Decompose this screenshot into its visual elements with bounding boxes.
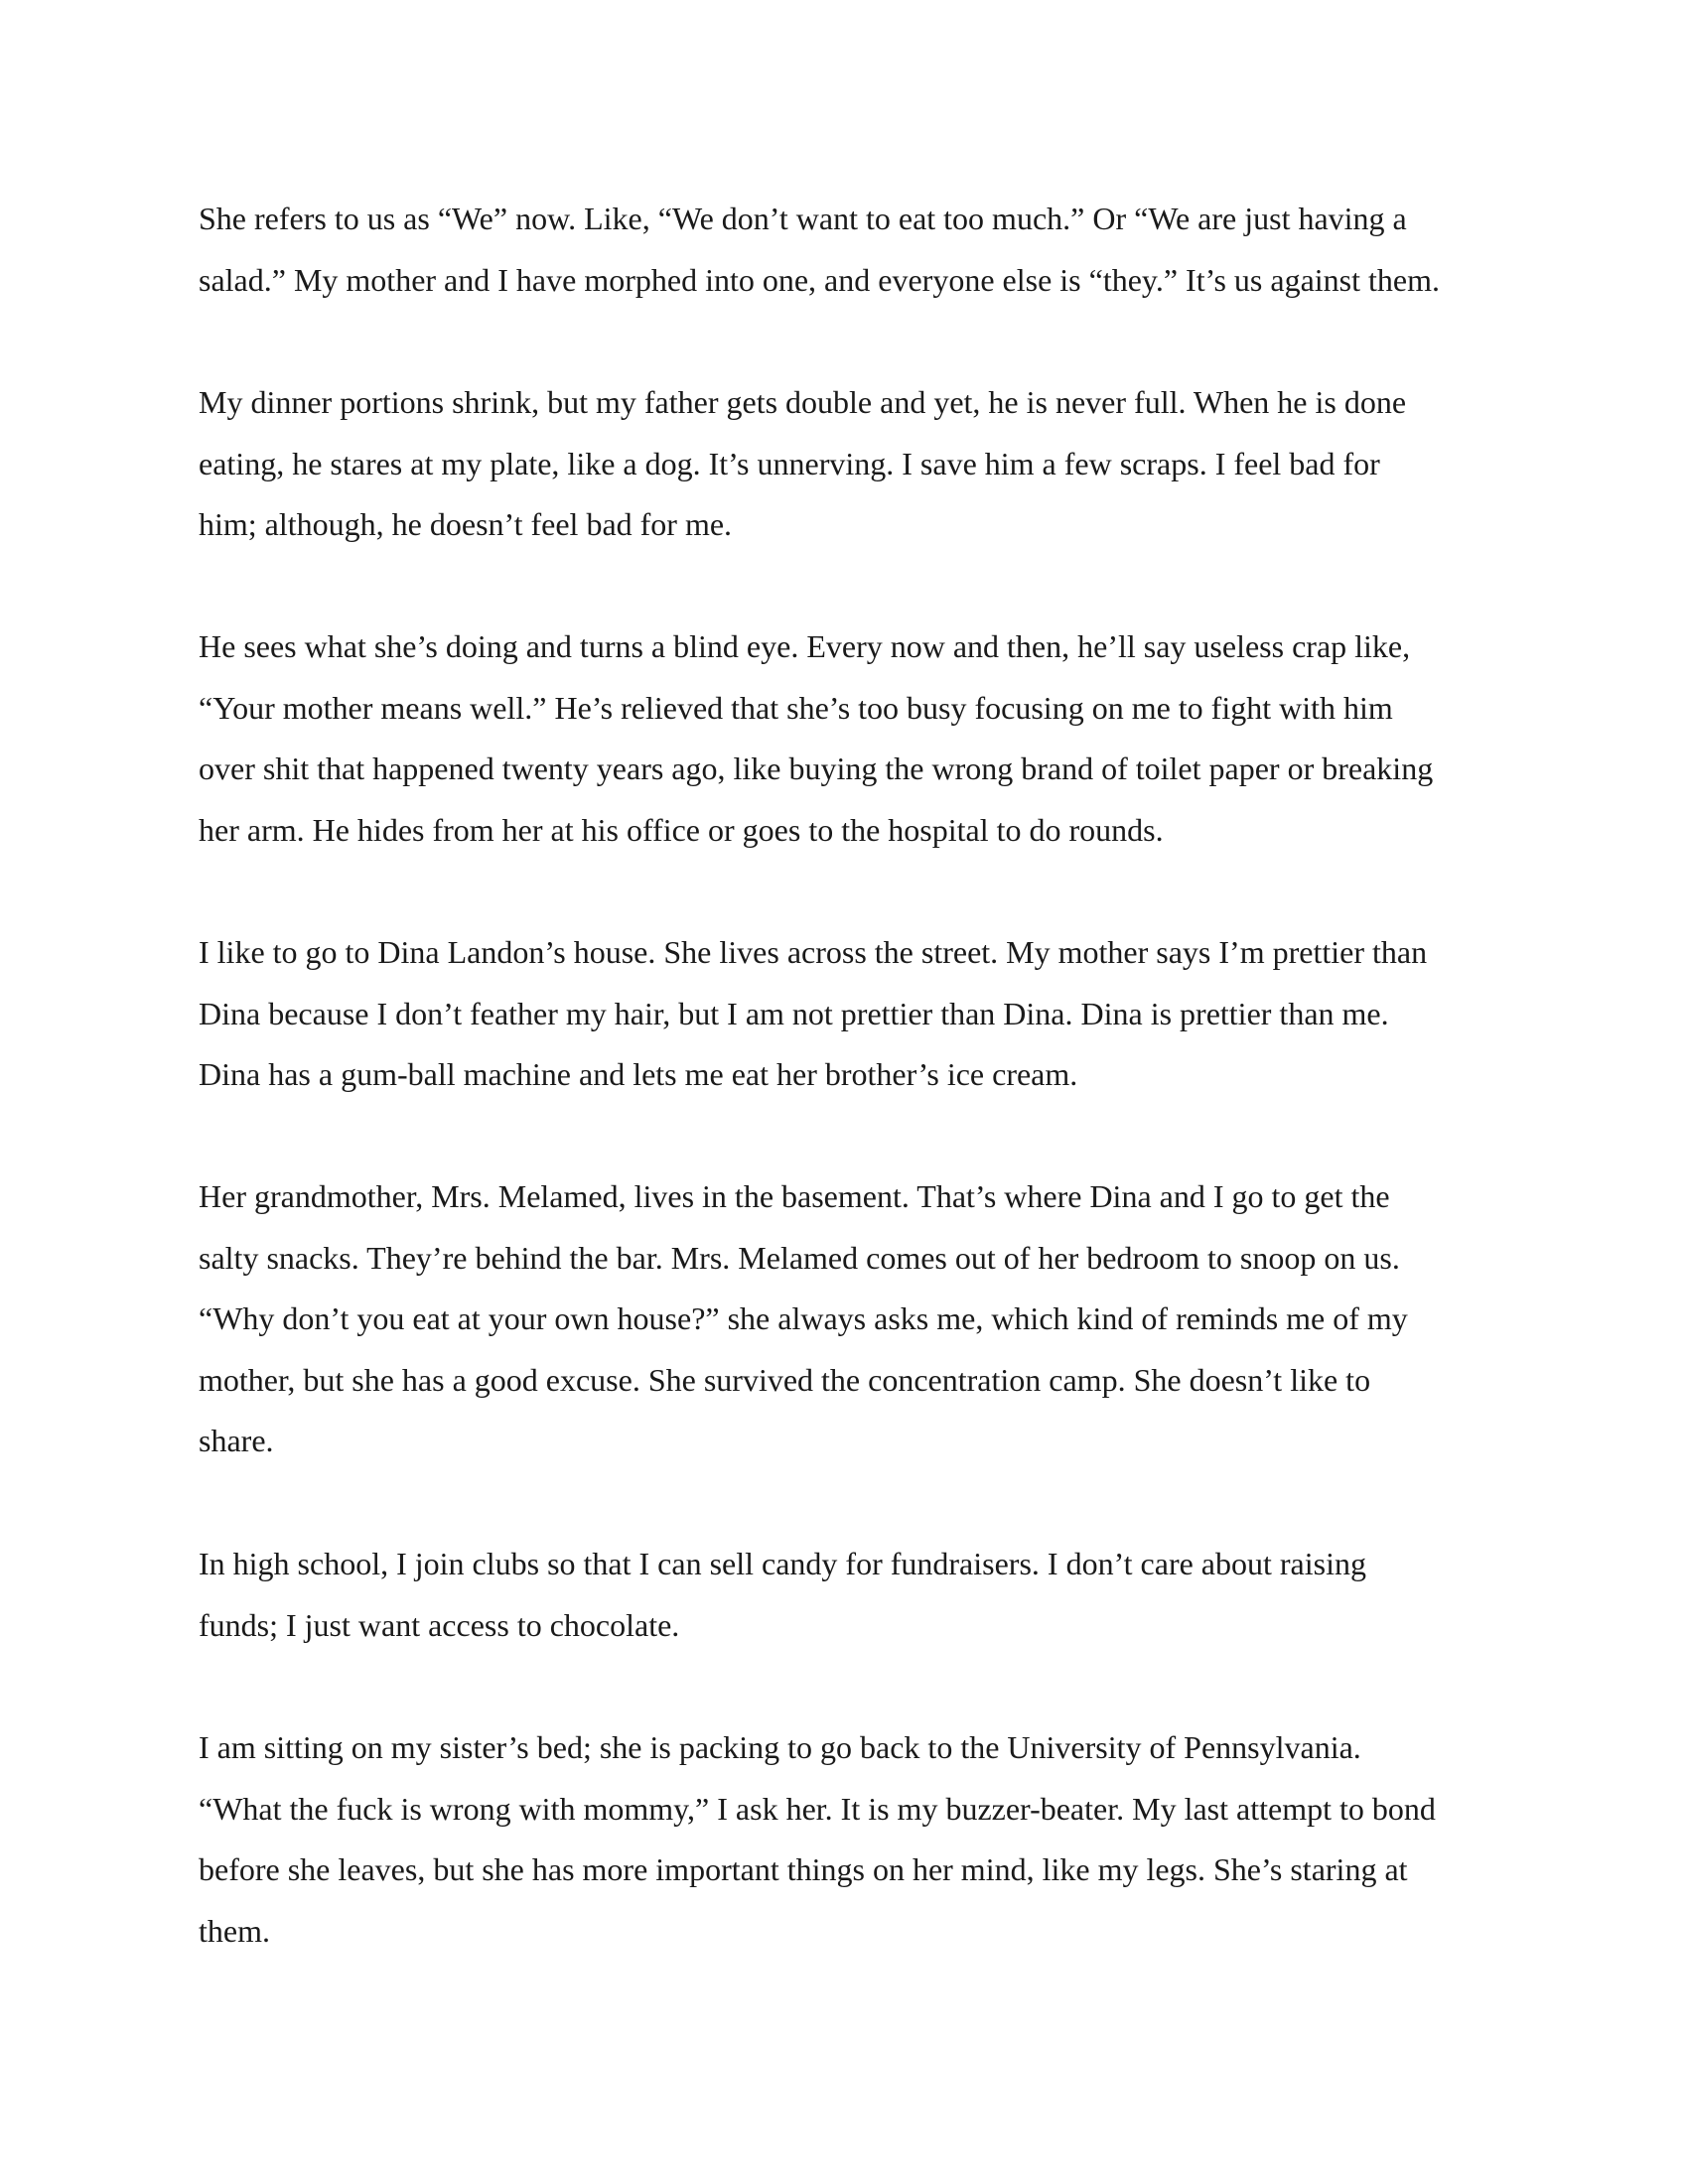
- paragraph-2: [199, 372, 1406, 556]
- text-line: He sees what she’s doing and turns a blind eye. Every now and then, he’ll say useless crap like,: [199, 628, 1411, 664]
- paragraph-3: [199, 616, 1433, 861]
- paragraph-4: [199, 922, 1427, 1106]
- paragraph-1: [199, 189, 1440, 311]
- text-line: Dina has a gum-ball machine and lets me eat her brother’s ice cream.: [199, 1056, 1078, 1092]
- text-line: Her grandmother, Mrs. Melamed, lives in the basement. That’s where Dina and I go to get the: [199, 1178, 1390, 1214]
- text-line: “Why don’t you eat at your own house?” she always asks me, which kind of reminds me of my: [199, 1300, 1408, 1336]
- text-line: salad.” My mother and I have morphed into one, and everyone else is “they.” It’s us against them.: [199, 261, 1440, 298]
- text-line: eating, he stares at my plate, like a dog. It’s unnerving. I save him a few scraps. I feel bad for: [199, 445, 1380, 481]
- text-line: share.: [199, 1423, 274, 1458]
- text-line: My dinner portions shrink, but my father gets double and yet, he is never full. When he is done: [199, 384, 1407, 420]
- text-line: I like to go to Dina Landon’s house. She lives across the street. My mother says I’m prettier than: [199, 934, 1428, 970]
- text-line: him; although, he doesn’t feel bad for me.: [199, 506, 733, 542]
- text-line: “What the fuck is wrong with mommy,” I ask her. It is my buzzer-beater. My last attempt to bond: [199, 1790, 1436, 1827]
- text-line: her arm. He hides from her at his office or goes to the hospital to do rounds.: [199, 811, 1164, 848]
- text-line: In high school, I join clubs so that I can sell candy for fundraisers. I don’t care about raising: [199, 1546, 1366, 1581]
- text-line: salty snacks. They’re behind the bar. Mrs. Melamed comes out of her bedroom to snoop on us.: [199, 1239, 1400, 1276]
- text-line: She refers to us as “We” now. Like, “We don’t want to eat too much.” Or “We are just having a: [199, 201, 1407, 236]
- text-line: mother, but she has a good excuse. She survived the concentration camp. She doesn’t like to: [199, 1361, 1371, 1398]
- paragraph-6: [199, 1534, 1366, 1656]
- text-line: Dina because I don’t feather my hair, but I am not prettier than Dina. Dina is prettier than me.: [199, 995, 1389, 1031]
- text-line: over shit that happened twenty years ago, like buying the wrong brand of toilet paper or breaking: [199, 751, 1434, 786]
- paragraph-7: [199, 1717, 1436, 1962]
- text-line: before she leaves, but she has more important things on her mind, like my legs. She’s staring at: [199, 1851, 1408, 1887]
- text-line: “Your mother means well.” He’s relieved that she’s too busy focusing on me to fight with him: [199, 689, 1393, 726]
- text-line: funds; I just want access to chocolate.: [199, 1606, 680, 1643]
- paragraph-5: [199, 1166, 1408, 1472]
- text-line: them.: [199, 1912, 270, 1949]
- text-line: I am sitting on my sister’s bed; she is packing to go back to the University of Pennsylvania.: [199, 1729, 1361, 1765]
